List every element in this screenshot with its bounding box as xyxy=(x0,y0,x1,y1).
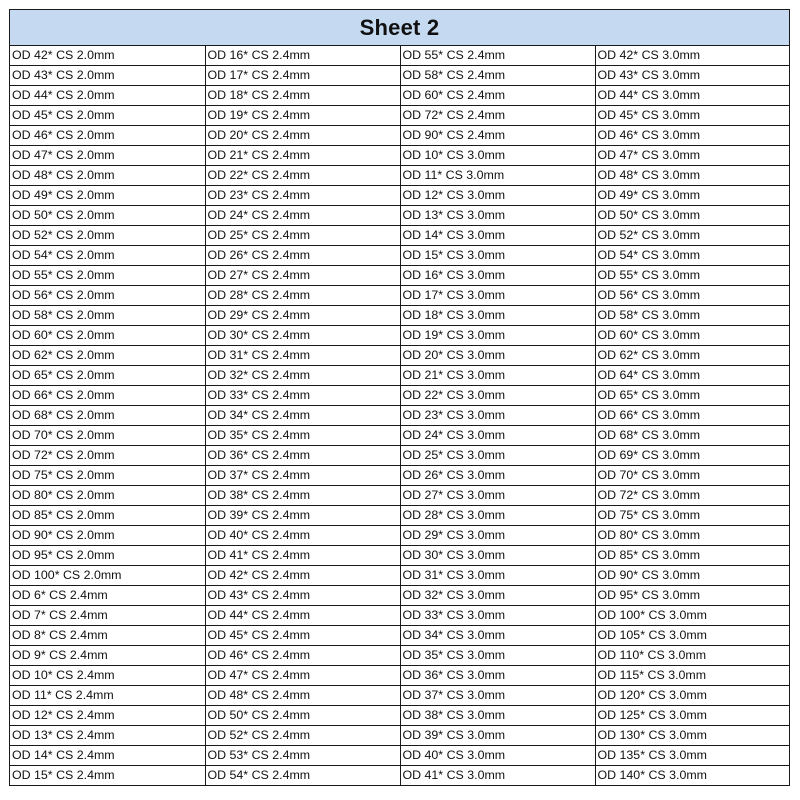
table-cell[interactable]: OD 56* CS 3.0mm xyxy=(595,286,789,306)
table-cell[interactable]: OD 85* CS 2.0mm xyxy=(10,506,205,526)
table-row xyxy=(10,726,789,746)
table-row xyxy=(10,486,789,506)
table-row xyxy=(10,646,789,666)
table-row xyxy=(10,506,789,526)
table-cell[interactable]: OD 25* CS 3.0mm xyxy=(400,446,595,466)
table-cell[interactable]: OD 48* CS 2.4mm xyxy=(205,686,400,706)
table-cell[interactable]: OD 72* CS 3.0mm xyxy=(595,486,789,506)
table-cell[interactable]: OD 27* CS 2.4mm xyxy=(205,266,400,286)
table-cell[interactable]: OD 58* CS 2.4mm xyxy=(400,66,595,86)
table-cell[interactable]: OD 24* CS 3.0mm xyxy=(400,426,595,446)
table-row xyxy=(10,766,789,786)
table-cell[interactable]: OD 55* CS 2.4mm xyxy=(400,46,595,66)
table-cell[interactable]: OD 46* CS 2.4mm xyxy=(205,646,400,666)
table-cell[interactable]: OD 48* CS 2.0mm xyxy=(10,166,205,186)
table-cell[interactable]: OD 62* CS 3.0mm xyxy=(595,346,789,366)
table-cell[interactable]: OD 45* CS 2.0mm xyxy=(10,106,205,126)
table-cell[interactable]: OD 90* CS 2.0mm xyxy=(10,526,205,546)
table-cell[interactable]: OD 33* CS 2.4mm xyxy=(205,386,400,406)
table-row xyxy=(10,466,789,486)
table-cell[interactable]: OD 21* CS 2.4mm xyxy=(205,146,400,166)
table-cell[interactable]: OD 33* CS 3.0mm xyxy=(400,606,595,626)
table-cell[interactable]: OD 68* CS 2.0mm xyxy=(10,406,205,426)
table-cell[interactable]: OD 46* CS 3.0mm xyxy=(595,126,789,146)
table-cell[interactable]: OD 105* CS 3.0mm xyxy=(595,626,789,646)
table-row xyxy=(10,246,789,266)
sheet-title-bar xyxy=(10,10,789,46)
table-row xyxy=(10,666,789,686)
table-row xyxy=(10,406,789,426)
table-cell[interactable]: OD 24* CS 2.4mm xyxy=(205,206,400,226)
table-cell[interactable]: OD 41* CS 3.0mm xyxy=(400,766,595,786)
table-cell[interactable]: OD 36* CS 3.0mm xyxy=(400,666,595,686)
table-row xyxy=(10,266,789,286)
table-cell[interactable]: OD 6* CS 2.4mm xyxy=(10,586,205,606)
table-cell[interactable]: OD 36* CS 2.4mm xyxy=(205,446,400,466)
table-cell[interactable]: OD 54* CS 2.0mm xyxy=(10,246,205,266)
sheet-title: Sheet 2 xyxy=(359,14,440,40)
table-row xyxy=(10,226,789,246)
table-cell[interactable]: OD 15* CS 2.4mm xyxy=(10,766,205,786)
table-cell[interactable]: OD 50* CS 2.0mm xyxy=(10,206,205,226)
table-cell[interactable]: OD 30* CS 3.0mm xyxy=(400,546,595,566)
table-cell[interactable]: OD 130* CS 3.0mm xyxy=(595,726,789,746)
table-cell[interactable]: OD 42* CS 2.0mm xyxy=(10,46,205,66)
table-cell[interactable]: OD 55* CS 3.0mm xyxy=(595,266,789,286)
table-cell[interactable]: OD 13* CS 3.0mm xyxy=(400,206,595,226)
table-row xyxy=(10,426,789,446)
table-row xyxy=(10,46,789,66)
table-cell[interactable]: OD 11* CS 2.4mm xyxy=(10,686,205,706)
table-cell[interactable]: OD 16* CS 2.4mm xyxy=(205,46,400,66)
table-cell[interactable]: OD 90* CS 3.0mm xyxy=(595,566,789,586)
table-cell[interactable]: OD 120* CS 3.0mm xyxy=(595,686,789,706)
table-row xyxy=(10,546,789,566)
table-cell[interactable]: OD 19* CS 2.4mm xyxy=(205,106,400,126)
table-row xyxy=(10,306,789,326)
table-cell[interactable]: OD 58* CS 2.0mm xyxy=(10,306,205,326)
table-cell[interactable]: OD 40* CS 3.0mm xyxy=(400,746,595,766)
table-cell[interactable]: OD 23* CS 2.4mm xyxy=(205,186,400,206)
table-cell[interactable]: OD 38* CS 3.0mm xyxy=(400,706,595,726)
table-cell[interactable]: OD 60* CS 3.0mm xyxy=(595,326,789,346)
table-cell[interactable]: OD 44* CS 2.0mm xyxy=(10,86,205,106)
table-cell[interactable]: OD 69* CS 3.0mm xyxy=(595,446,789,466)
table-cell[interactable]: OD 35* CS 2.4mm xyxy=(205,426,400,446)
table-row xyxy=(10,586,789,606)
table-cell[interactable]: OD 52* CS 2.4mm xyxy=(205,726,400,746)
table-cell[interactable]: OD 60* CS 2.4mm xyxy=(400,86,595,106)
table-cell[interactable]: OD 56* CS 2.0mm xyxy=(10,286,205,306)
table-cell[interactable]: OD 32* CS 3.0mm xyxy=(400,586,595,606)
table-cell[interactable]: OD 43* CS 3.0mm xyxy=(595,66,789,86)
table-row xyxy=(10,186,789,206)
table-cell[interactable]: OD 20* CS 2.4mm xyxy=(205,126,400,146)
table-cell[interactable]: OD 17* CS 3.0mm xyxy=(400,286,595,306)
table-cell[interactable]: OD 9* CS 2.4mm xyxy=(10,646,205,666)
table-row xyxy=(10,106,789,126)
table-cell[interactable]: OD 90* CS 2.4mm xyxy=(400,126,595,146)
table-cell[interactable]: OD 44* CS 3.0mm xyxy=(595,86,789,106)
table-row xyxy=(10,566,789,586)
table-row xyxy=(10,606,789,626)
table-row xyxy=(10,286,789,306)
table-row xyxy=(10,206,789,226)
table-row xyxy=(10,386,789,406)
table-row xyxy=(10,326,789,346)
table-cell[interactable]: OD 65* CS 2.0mm xyxy=(10,366,205,386)
table-cell[interactable]: OD 46* CS 2.0mm xyxy=(10,126,205,146)
table-cell[interactable]: OD 42* CS 3.0mm xyxy=(595,46,789,66)
table-cell[interactable]: OD 95* CS 2.0mm xyxy=(10,546,205,566)
table-cell[interactable]: OD 100* CS 2.0mm xyxy=(10,566,205,586)
table-cell[interactable]: OD 75* CS 2.0mm xyxy=(10,466,205,486)
table-cell[interactable]: OD 49* CS 3.0mm xyxy=(595,186,789,206)
table-cell[interactable]: OD 13* CS 2.4mm xyxy=(10,726,205,746)
table-cell[interactable]: OD 17* CS 2.4mm xyxy=(205,66,400,86)
table-cell[interactable]: OD 7* CS 2.4mm xyxy=(10,606,205,626)
table-row xyxy=(10,346,789,366)
table-cell[interactable]: OD 66* CS 3.0mm xyxy=(595,406,789,426)
table-cell[interactable]: OD 62* CS 2.0mm xyxy=(10,346,205,366)
table-cell[interactable]: OD 14* CS 2.4mm xyxy=(10,746,205,766)
table-cell[interactable]: OD 65* CS 3.0mm xyxy=(595,386,789,406)
table-cell[interactable]: OD 85* CS 3.0mm xyxy=(595,546,789,566)
table-cell[interactable]: OD 75* CS 3.0mm xyxy=(595,506,789,526)
table-cell[interactable]: OD 32* CS 2.4mm xyxy=(205,366,400,386)
table-cell[interactable]: OD 52* CS 3.0mm xyxy=(595,226,789,246)
table-cell[interactable]: OD 18* CS 2.4mm xyxy=(205,86,400,106)
table-cell[interactable]: OD 10* CS 2.4mm xyxy=(10,666,205,686)
table-cell[interactable]: OD 50* CS 3.0mm xyxy=(595,206,789,226)
table-cell[interactable]: OD 42* CS 2.4mm xyxy=(205,566,400,586)
table-cell[interactable]: OD 21* CS 3.0mm xyxy=(400,366,595,386)
table-row xyxy=(10,66,789,86)
table-cell[interactable]: OD 100* CS 3.0mm xyxy=(595,606,789,626)
table-cell[interactable]: OD 47* CS 2.4mm xyxy=(205,666,400,686)
table-cell[interactable]: OD 8* CS 2.4mm xyxy=(10,626,205,646)
table-cell[interactable]: OD 47* CS 2.0mm xyxy=(10,146,205,166)
table-cell[interactable]: OD 80* CS 2.0mm xyxy=(10,486,205,506)
table-row xyxy=(10,126,789,146)
table-cell[interactable]: OD 20* CS 3.0mm xyxy=(400,346,595,366)
table-cell[interactable]: OD 48* CS 3.0mm xyxy=(595,166,789,186)
table-cell[interactable]: OD 19* CS 3.0mm xyxy=(400,326,595,346)
table-cell[interactable]: OD 34* CS 2.4mm xyxy=(205,406,400,426)
table-cell[interactable]: OD 26* CS 2.4mm xyxy=(205,246,400,266)
table-cell[interactable]: OD 14* CS 3.0mm xyxy=(400,226,595,246)
table-cell[interactable]: OD 25* CS 2.4mm xyxy=(205,226,400,246)
table-cell[interactable]: OD 60* CS 2.0mm xyxy=(10,326,205,346)
size-table xyxy=(10,46,789,785)
table-cell[interactable]: OD 28* CS 3.0mm xyxy=(400,506,595,526)
table-row xyxy=(10,626,789,646)
table-cell[interactable]: OD 37* CS 2.4mm xyxy=(205,466,400,486)
table-cell[interactable]: OD 22* CS 2.4mm xyxy=(205,166,400,186)
table-cell[interactable]: OD 31* CS 3.0mm xyxy=(400,566,595,586)
table-cell[interactable]: OD 54* CS 2.4mm xyxy=(205,766,400,786)
table-cell[interactable]: OD 40* CS 2.4mm xyxy=(205,526,400,546)
table-cell[interactable]: OD 110* CS 3.0mm xyxy=(595,646,789,666)
table-cell[interactable]: OD 72* CS 2.0mm xyxy=(10,446,205,466)
table-row xyxy=(10,166,789,186)
table-cell[interactable]: OD 29* CS 3.0mm xyxy=(400,526,595,546)
table-cell[interactable]: OD 43* CS 2.4mm xyxy=(205,586,400,606)
table-cell[interactable]: OD 18* CS 3.0mm xyxy=(400,306,595,326)
table-cell[interactable]: OD 55* CS 2.0mm xyxy=(10,266,205,286)
table-cell[interactable]: OD 35* CS 3.0mm xyxy=(400,646,595,666)
table-cell[interactable]: OD 58* CS 3.0mm xyxy=(595,306,789,326)
table-cell[interactable]: OD 27* CS 3.0mm xyxy=(400,486,595,506)
table-cell[interactable]: OD 39* CS 2.4mm xyxy=(205,506,400,526)
table-cell[interactable]: OD 95* CS 3.0mm xyxy=(595,586,789,606)
table-cell[interactable]: OD 44* CS 2.4mm xyxy=(205,606,400,626)
table-cell[interactable]: OD 31* CS 2.4mm xyxy=(205,346,400,366)
table-cell[interactable]: OD 37* CS 3.0mm xyxy=(400,686,595,706)
table-row xyxy=(10,526,789,546)
table-row xyxy=(10,146,789,166)
table-cell[interactable]: OD 68* CS 3.0mm xyxy=(595,426,789,446)
table-cell[interactable]: OD 28* CS 2.4mm xyxy=(205,286,400,306)
table-cell[interactable]: OD 47* CS 3.0mm xyxy=(595,146,789,166)
table-cell[interactable]: OD 70* CS 2.0mm xyxy=(10,426,205,446)
table-cell[interactable]: OD 135* CS 3.0mm xyxy=(595,746,789,766)
table-cell[interactable]: OD 45* CS 3.0mm xyxy=(595,106,789,126)
table-cell[interactable]: OD 22* CS 3.0mm xyxy=(400,386,595,406)
table-cell[interactable]: OD 80* CS 3.0mm xyxy=(595,526,789,546)
table-cell[interactable]: OD 64* CS 3.0mm xyxy=(595,366,789,386)
table-cell[interactable]: OD 50* CS 2.4mm xyxy=(205,706,400,726)
table-cell[interactable]: OD 115* CS 3.0mm xyxy=(595,666,789,686)
table-row xyxy=(10,706,789,726)
table-row xyxy=(10,366,789,386)
table-row xyxy=(10,746,789,766)
table-cell[interactable]: OD 39* CS 3.0mm xyxy=(400,726,595,746)
table-cell[interactable]: OD 125* CS 3.0mm xyxy=(595,706,789,726)
table-cell[interactable]: OD 38* CS 2.4mm xyxy=(205,486,400,506)
table-cell[interactable]: OD 140* CS 3.0mm xyxy=(597,768,707,782)
table-row xyxy=(10,86,789,106)
table-cell[interactable]: OD 70* CS 3.0mm xyxy=(595,466,789,486)
table-cell[interactable]: OD 66* CS 2.0mm xyxy=(10,386,205,406)
table-cell[interactable]: OD 72* CS 2.4mm xyxy=(400,106,595,126)
table-cell[interactable]: OD 12* CS 3.0mm xyxy=(400,186,595,206)
table-cell[interactable]: OD 29* CS 2.4mm xyxy=(205,306,400,326)
table-cell[interactable]: OD 49* CS 2.0mm xyxy=(10,186,205,206)
table-cell[interactable]: OD 34* CS 3.0mm xyxy=(400,626,595,646)
table-cell[interactable]: OD 41* CS 2.4mm xyxy=(205,546,400,566)
table-cell[interactable]: OD 43* CS 2.0mm xyxy=(10,66,205,86)
table-cell[interactable]: OD 10* CS 3.0mm xyxy=(400,146,595,166)
table-cell[interactable]: OD 53* CS 2.4mm xyxy=(205,746,400,766)
table-cell[interactable]: OD 23* CS 3.0mm xyxy=(400,406,595,426)
table-row xyxy=(10,446,789,466)
table-cell[interactable]: OD 12* CS 2.4mm xyxy=(10,706,205,726)
table-cell[interactable]: OD 16* CS 3.0mm xyxy=(400,266,595,286)
table-cell[interactable]: OD 52* CS 2.0mm xyxy=(10,226,205,246)
table-cell[interactable]: OD 11* CS 3.0mm xyxy=(400,166,595,186)
table-cell[interactable]: OD 26* CS 3.0mm xyxy=(400,466,595,486)
spreadsheet-sheet xyxy=(9,9,790,786)
table-cell[interactable]: OD 15* CS 3.0mm xyxy=(400,246,595,266)
size-table-body xyxy=(10,46,789,785)
table-cell[interactable]: OD 54* CS 3.0mm xyxy=(595,246,789,266)
table-cell[interactable]: OD 45* CS 2.4mm xyxy=(205,626,400,646)
table-cell[interactable]: OD 30* CS 2.4mm xyxy=(205,326,400,346)
table-row xyxy=(10,686,789,706)
